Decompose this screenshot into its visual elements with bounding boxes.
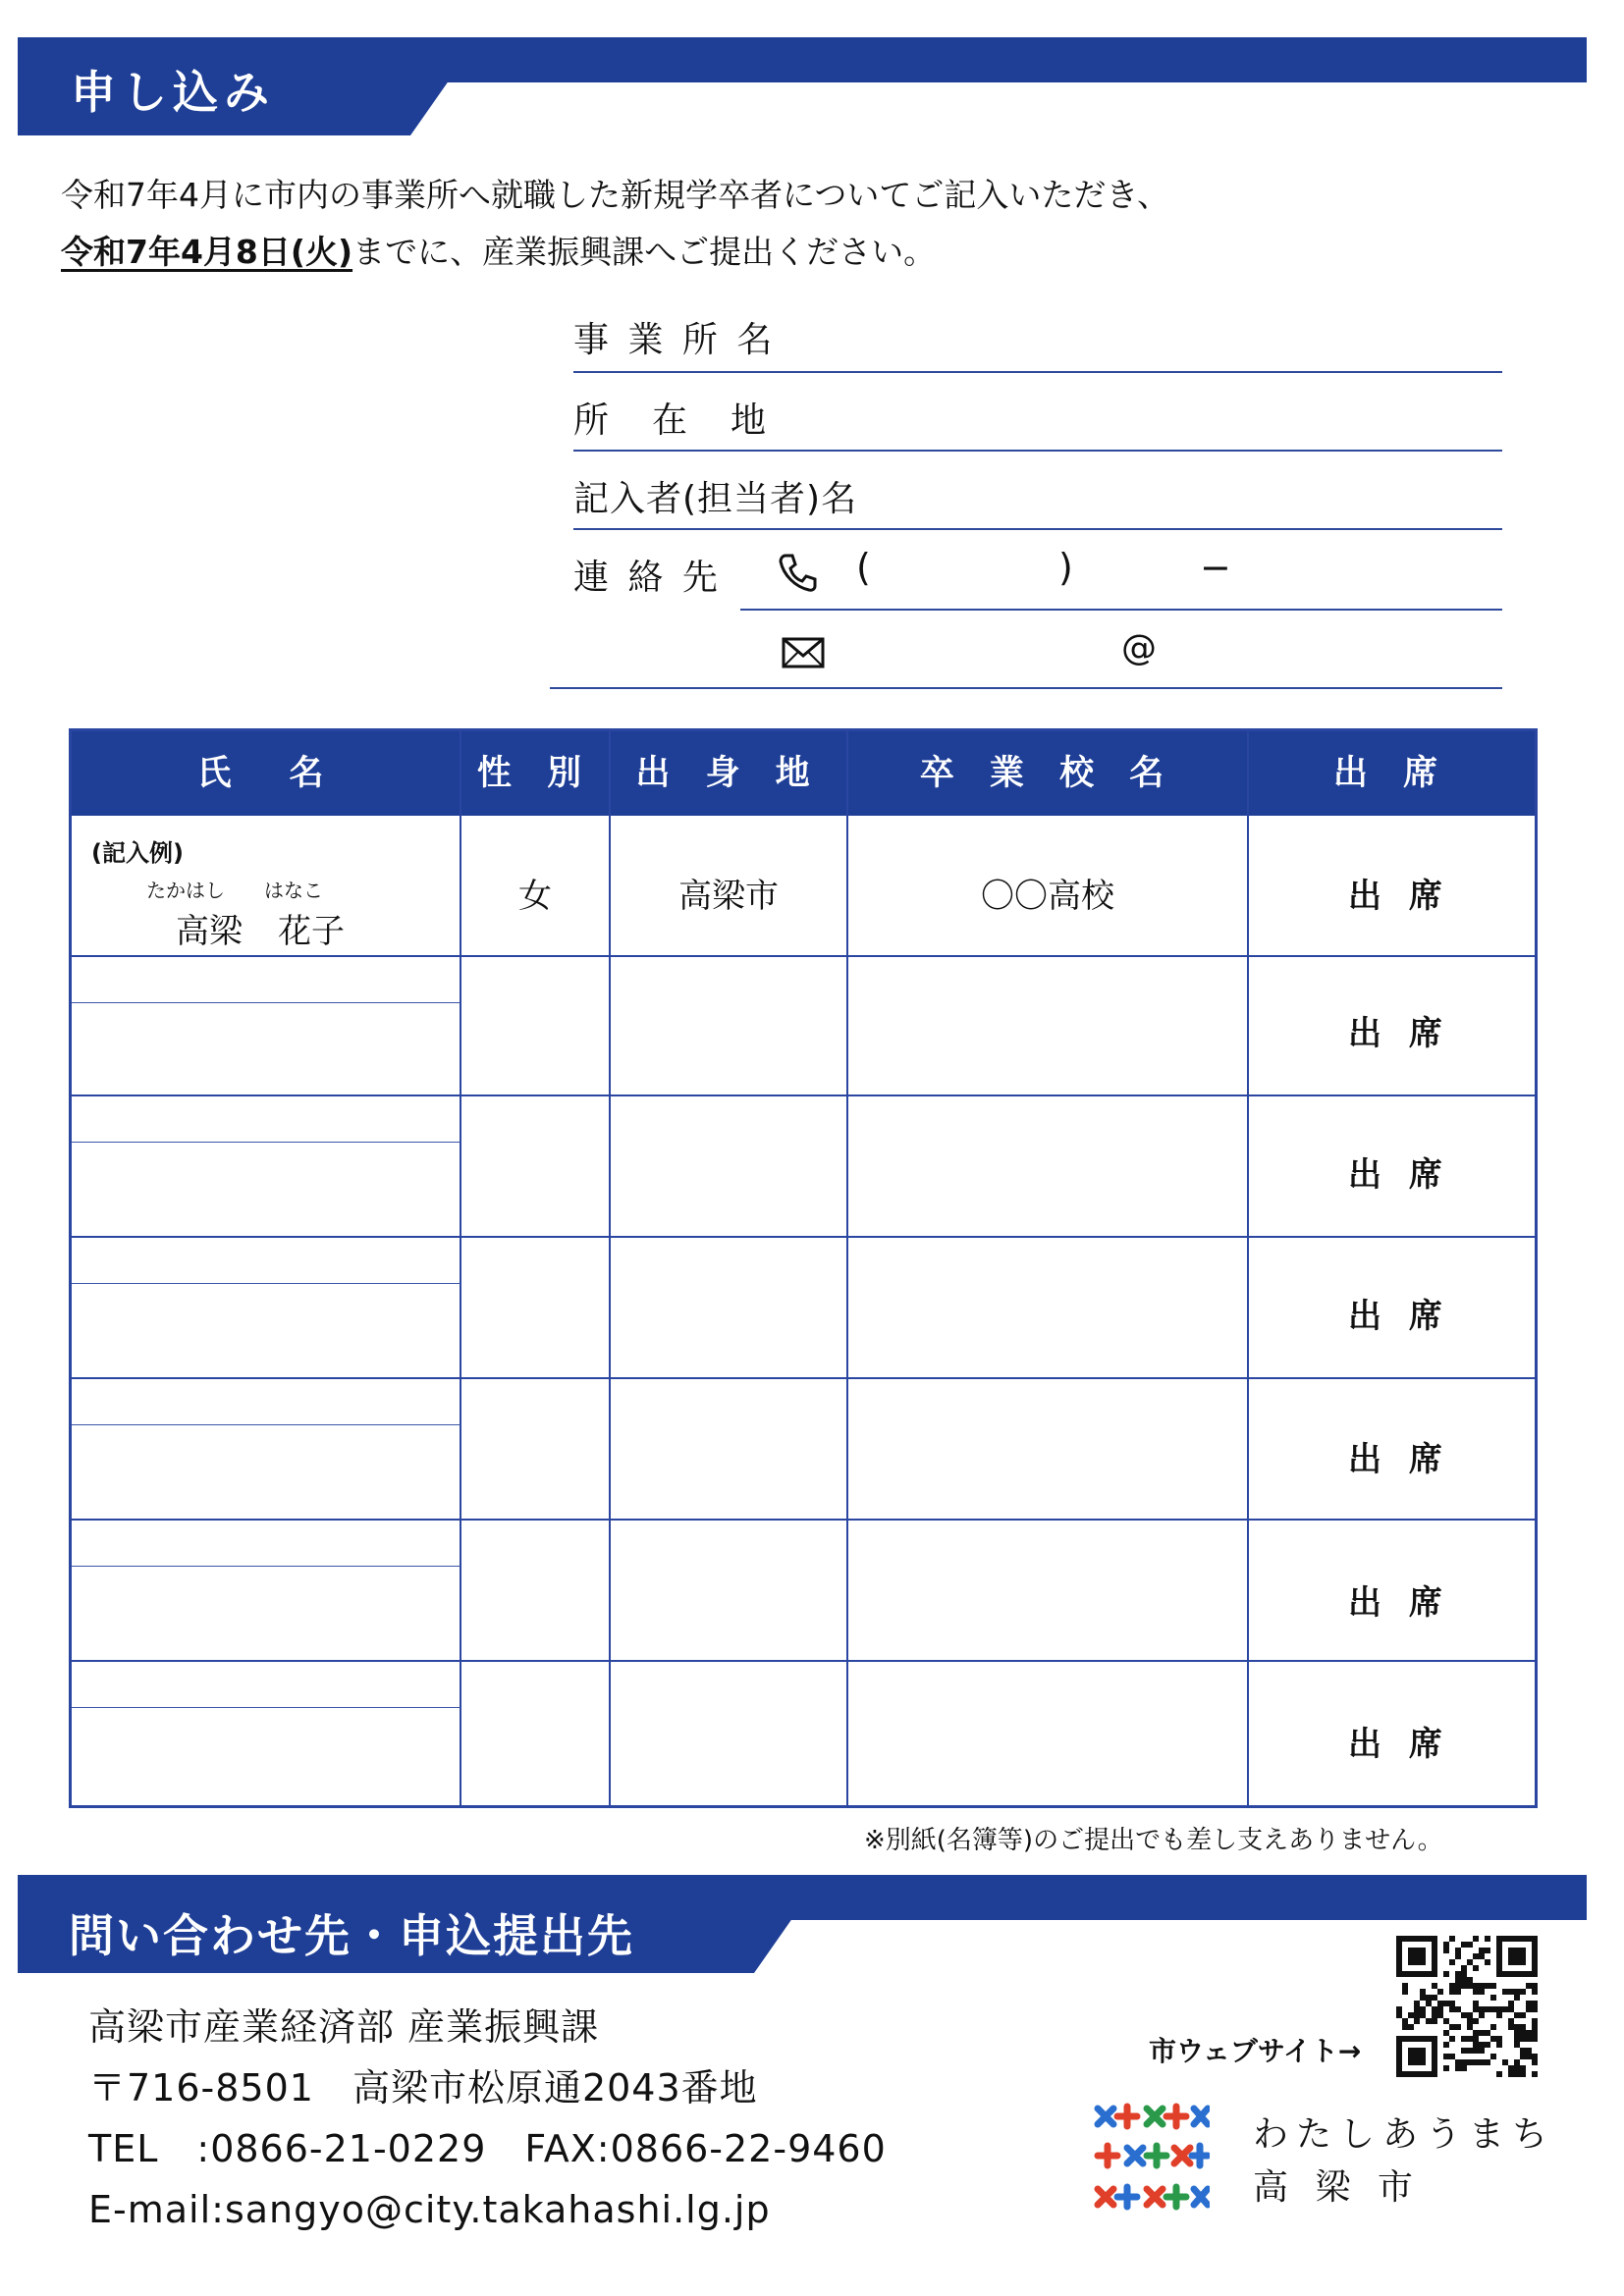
example-furigana-given: はなこ <box>264 879 323 902</box>
contact-dept: 高梁市産業経済部 産業振興課 <box>88 2005 600 2049</box>
writer-name-line[interactable] <box>573 528 1502 530</box>
example-label: (記入例) <box>91 839 184 867</box>
attend-label-2[interactable]: 出 席 <box>1348 1155 1450 1195</box>
table-note: ※別紙(名簿等)のご提出でも差し支えありません。 <box>864 1826 1443 1855</box>
contact-telfax: TEL :0866-21-0229 FAX:0866-22-9460 <box>88 2127 887 2170</box>
section-title-application: 申し込み <box>71 66 275 119</box>
header-attend: 出 席 <box>1332 754 1450 793</box>
attend-label-4[interactable]: 出 席 <box>1348 1440 1450 1479</box>
section-title-contact: 問い合わせ先・申込提出先 <box>69 1909 634 1962</box>
phone-dash: − <box>1200 546 1231 589</box>
contact-address: 〒716-8501 高梁市松原通2043番地 <box>88 2066 758 2109</box>
section-header-application <box>18 37 1587 135</box>
email-line[interactable] <box>550 687 1502 689</box>
attend-label-3[interactable]: 出 席 <box>1348 1297 1450 1336</box>
attend-label-6[interactable]: 出 席 <box>1348 1725 1450 1764</box>
qr-code[interactable] <box>1396 1936 1538 2077</box>
intro-line-1: 令和7年4月に市内の事業所へ就職した新規学卒者についてご記入いただき、 <box>61 176 1170 214</box>
attend-label-1[interactable]: 出 席 <box>1348 1014 1450 1053</box>
contact-label: 連 絡 先 <box>573 558 722 598</box>
table-header <box>72 731 1535 816</box>
header-school: 卒 業 校 名 <box>919 754 1176 793</box>
deadline-date: 令和7年4月8日(火) <box>61 233 353 271</box>
address-label: 所 在 地 <box>573 400 771 441</box>
email-at: @ <box>1121 628 1157 668</box>
address-line[interactable] <box>573 450 1502 452</box>
example-hometown: 高梁市 <box>678 877 779 916</box>
contact-block <box>88 1997 887 2240</box>
example-name-given: 花子 <box>278 912 345 951</box>
phone-line[interactable] <box>740 609 1502 611</box>
writer-name-label: 記入者(担当者)名 <box>573 479 858 519</box>
phone-paren-close: ) <box>1058 546 1073 589</box>
website-label: 市ウェブサイト→ <box>1149 2035 1362 2067</box>
mail-icon <box>782 636 825 673</box>
example-gender: 女 <box>518 877 552 916</box>
phone-icon <box>776 550 821 599</box>
example-attend: 出 席 <box>1348 877 1450 916</box>
attend-label-5[interactable]: 出 席 <box>1348 1583 1450 1623</box>
intro-text <box>61 167 1169 281</box>
example-name-family: 高梁 <box>176 912 243 951</box>
section-header-contact <box>18 1875 1587 1973</box>
logo-tagline: わたしあうまち <box>1253 2114 1556 2155</box>
intro-line-2 <box>61 224 1169 281</box>
example-furigana-family: たかはし <box>146 879 225 902</box>
header-gender: 性 別 <box>476 754 594 793</box>
example-school: 〇〇高校 <box>981 877 1114 916</box>
intro-line-2-rest: までに、産業振興課へご提出ください。 <box>352 233 937 271</box>
contact-email[interactable]: E-mail:sangyo@city.takahashi.lg.jp <box>88 2188 771 2231</box>
header-hometown: 出 身 地 <box>635 754 822 793</box>
city-logo-icon <box>1092 2101 1210 2218</box>
logo-city-name: 高 梁 市 <box>1253 2167 1421 2208</box>
header-name: 氏 名 <box>196 754 336 793</box>
phone-paren-open: ( <box>856 546 871 589</box>
company-name-line[interactable] <box>573 371 1502 373</box>
company-name-label: 事 業 所 名 <box>573 320 777 360</box>
attendee-table <box>69 728 1538 1808</box>
